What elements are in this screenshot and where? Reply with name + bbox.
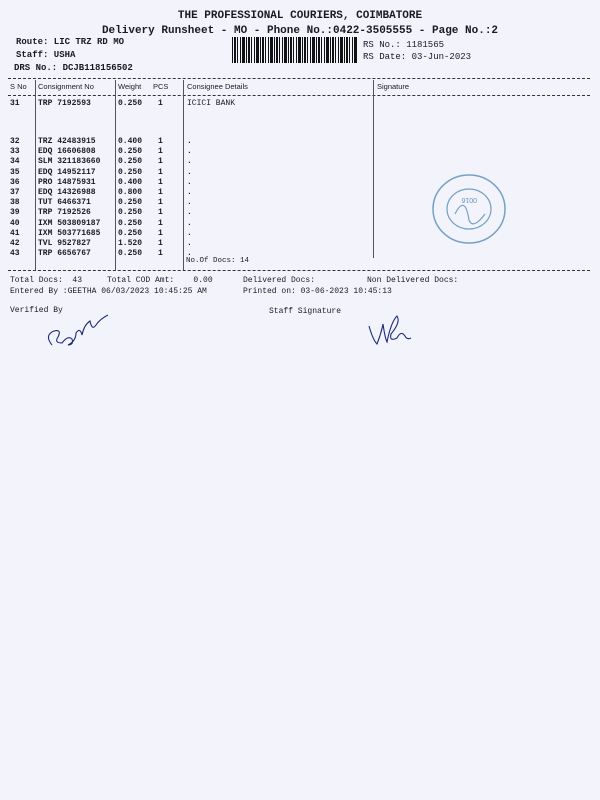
weight: 0.250: [118, 198, 143, 208]
consignment-no: SLM 321183660: [38, 157, 101, 167]
sno: 32: [10, 137, 20, 146]
weight: 0.800: [118, 188, 143, 197]
consignee: .: [187, 249, 192, 259]
consignee: .: [187, 218, 192, 228]
company-title: THE PROFESSIONAL COURIERS, COIMBATORE: [177, 10, 423, 22]
consignee: .: [187, 208, 192, 218]
consignment-no: TRP 7192593: [38, 99, 91, 108]
entered-by: Entered By :GEETHA 06/03/2023 10:45:25 AM: [10, 287, 207, 296]
delivered-docs: Delivered Docs:: [243, 276, 316, 285]
staff-signature-label: Staff Signature: [269, 307, 342, 316]
route: Route: LIC TRZ RD MO: [16, 37, 125, 47]
table-row: [0, 249, 600, 259]
consignee: .: [187, 167, 192, 177]
sno: 37: [10, 188, 20, 197]
consignee: .: [187, 137, 192, 146]
consignment-no: EDQ 14952117: [38, 167, 96, 177]
consignment-no: IXM 503809187: [38, 218, 101, 228]
pcs: 1: [158, 137, 163, 146]
consignee: .: [187, 188, 192, 197]
pcs: 1: [158, 157, 163, 167]
staff: Staff: USHA: [16, 50, 76, 60]
total-cod-amount: Total COD Amt: 0.00: [107, 276, 213, 285]
weight: 0.250: [118, 157, 143, 167]
table-row: [0, 137, 600, 147]
weight: 0.250: [118, 208, 143, 218]
divider: [8, 78, 590, 79]
table-row: [0, 99, 600, 109]
consignment-no: TRZ 42483915: [38, 137, 96, 146]
weight: 0.250: [118, 249, 143, 259]
consignment-no: TRP 7192526: [38, 208, 91, 218]
pcs: 1: [158, 208, 163, 218]
consignment-no: EDQ 14326988: [38, 188, 96, 197]
weight: 1.520: [118, 239, 143, 248]
printed-on: Printed on: 03-06-2023 10:45:13: [243, 287, 392, 296]
divider: [8, 95, 590, 96]
consignee: .: [187, 177, 192, 187]
pcs: 1: [158, 167, 163, 177]
sno: 38: [10, 198, 20, 208]
svg-text:0016: 0016: [461, 196, 477, 203]
column-header-consignee: Consignee Details: [187, 82, 248, 91]
column-header-weight: Weight: [118, 82, 142, 91]
non-delivered-docs: Non Delivered Docs:: [367, 276, 459, 285]
pcs: 1: [158, 249, 163, 259]
consignment-no: IXM 503771685: [38, 228, 101, 238]
column-header-pcs: PCS: [153, 82, 169, 91]
consignee: ICICI BANK: [187, 99, 236, 108]
runsheet-subtitle: Delivery Runsheet - MO - Phone No.:0422-3505555 - Page No.:2: [101, 25, 499, 37]
total-docs: Total Docs: 43: [10, 276, 83, 285]
pcs: 1: [158, 99, 163, 108]
weight: 0.250: [118, 147, 143, 157]
consignment-no: TRP 6656767: [38, 249, 91, 259]
sno: 34: [10, 157, 20, 167]
weight: 0.250: [118, 218, 143, 228]
pcs: 1: [158, 198, 163, 208]
pcs: 1: [158, 239, 163, 248]
table-row: [0, 147, 600, 157]
divider: [8, 270, 590, 271]
no-of-docs: No.Of Docs: 14: [186, 257, 250, 265]
consignment-no: EDQ 16606808: [38, 147, 96, 157]
sno: 36: [10, 177, 20, 187]
weight: 0.250: [118, 99, 143, 108]
sno: 42: [10, 239, 20, 248]
pcs: 1: [158, 177, 163, 187]
sno: 33: [10, 147, 20, 157]
drs-number: DRS No.: DCJB118156502: [14, 63, 133, 73]
table-row: [0, 157, 600, 167]
consignment-no: TVL 9527827: [38, 239, 91, 248]
column-header-consignment: Consignment No: [38, 82, 94, 91]
weight: 0.250: [118, 167, 143, 177]
staff-signature: [365, 312, 415, 352]
consignee: .: [187, 239, 192, 248]
sno: 40: [10, 218, 20, 228]
bank-stamp: [425, 170, 515, 250]
consignee: .: [187, 147, 192, 157]
consignee: .: [187, 198, 192, 208]
pcs: 1: [158, 228, 163, 238]
consignment-no: PRO 14875931: [38, 177, 96, 187]
barcode: [232, 37, 357, 63]
rs-date: RS Date: 03-Jun-2023: [363, 52, 472, 62]
consignment-no: TUT 6466371: [38, 198, 91, 208]
sno: 31: [10, 99, 20, 108]
weight: 0.400: [118, 137, 143, 146]
rs-number: RS No.: 1181565: [363, 40, 445, 50]
verified-by-signature: [40, 305, 120, 355]
column-header-sno: S No: [10, 82, 27, 91]
sno: 41: [10, 228, 20, 238]
column-header-signature: Signature: [377, 82, 410, 91]
pcs: 1: [158, 188, 163, 197]
pcs: 1: [158, 218, 163, 228]
sno: 43: [10, 249, 20, 259]
consignee: .: [187, 228, 192, 238]
sno: 39: [10, 208, 20, 218]
consignee: .: [187, 157, 192, 167]
sno: 35: [10, 167, 20, 177]
weight: 0.400: [118, 177, 143, 187]
pcs: 1: [158, 147, 163, 157]
weight: 0.250: [118, 228, 143, 238]
verified-by-label: Verified By: [10, 306, 63, 315]
